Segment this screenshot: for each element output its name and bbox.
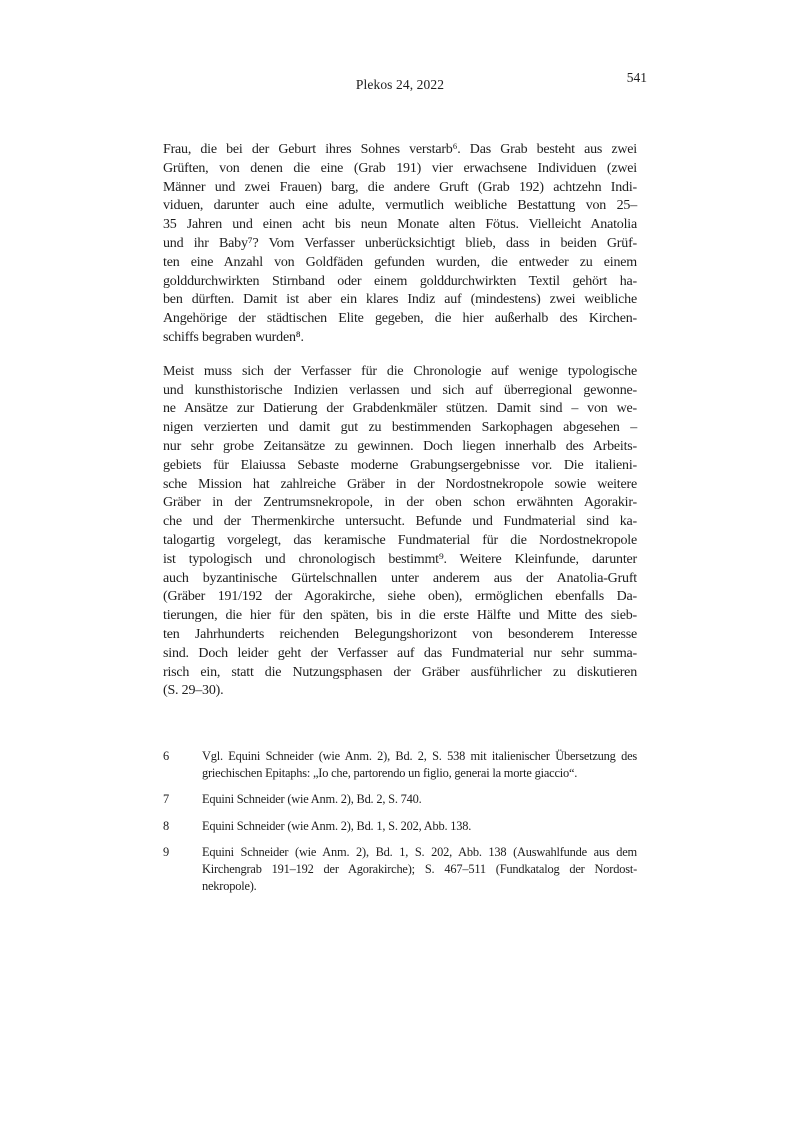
footnote-line: nekropole).	[202, 878, 257, 893]
footnote-text	[202, 844, 637, 894]
footnote	[163, 844, 637, 894]
text-line: sind. Doch leider geht der Verfasser auf das Fundmaterial nur sehr summa-	[163, 645, 637, 661]
text-line: talogartig vorgelegt, das keramische Fundmaterial für die Nordostnekropole	[163, 532, 637, 548]
text-line: nigen verzierten und damit gut zu bestimmenden Sarkophagen abgesehen –	[163, 420, 637, 436]
text-line: und ihr Baby⁷? Vom Verfasser unberücksichtigt blieb, dass in beiden Grüf-	[163, 235, 637, 251]
text-line: Frau, die bei der Geburt ihres Sohnes verstarb⁶. Das Grab besteht aus zwei	[163, 142, 637, 157]
text-line: tierungen, die hier für den späten, bis in die erste Hälfte und Mitte des sieb-	[163, 608, 637, 624]
footnote-line: Equini Schneider (wie Anm. 2), Bd. 1, S. 202, Abb. 138 (Auswahlfunde aus dem	[202, 845, 637, 860]
text-line: ten Jahrhunderts reichenden Belegungshorizont von besonderem Interesse	[163, 626, 637, 642]
text-line: Männer und zwei Frauen) barg, die andere Gruft (Grab 192) achtzehn Indi-	[163, 179, 637, 195]
footnote-line: griechischen Epitaphs: „Io che, partorendo un figlio, generai la morte giaccio“.	[202, 765, 578, 780]
footnote-number: 8	[163, 818, 170, 833]
footnote-line: Vgl. Equini Schneider (wie Anm. 2), Bd. 2, S. 538 mit italienischer Übersetzung des	[202, 749, 637, 763]
footnote	[163, 791, 637, 808]
text-line: Grüften, von denen die eine (Grab 191) vier erwachsene Individuen (zwei	[163, 160, 637, 176]
text-line: viduen, darunter auch eine adulte, vermutlich weibliche Bestattung von 25–	[163, 198, 637, 214]
footnote	[163, 818, 637, 835]
journal-title: Plekos 24, 2022	[355, 77, 445, 92]
text-line: gebiets für Elaiussa Sebaste moderne Grabungsergebnisse vor. Die italieni-	[163, 457, 637, 473]
footnotes	[163, 748, 637, 904]
footnote-line: Equini Schneider (wie Anm. 2), Bd. 1, S. 202, Abb. 138.	[202, 818, 472, 833]
footnote-number: 9	[163, 845, 170, 860]
text-line: sche Mission hat zahlreiche Gräber in der Nordostnekropole sowie weitere	[163, 476, 637, 492]
footnote	[163, 748, 637, 781]
text-line: risch ein, statt die Nutzungsphasen der Gräber ausführlicher zu diskutieren	[163, 664, 637, 680]
text-line: ben dürften. Damit ist aber ein klares Indiz auf (mindestens) zwei weibliche	[163, 292, 637, 308]
paragraph	[163, 363, 637, 701]
text-line: (S. 29–30).	[163, 683, 224, 699]
text-line: che und der Thermenkirche untersucht. Befunde und Fundmaterial sind ka-	[163, 514, 637, 530]
text-line: schiffs begraben wurden⁸.	[163, 329, 304, 345]
text-line: ist typologisch und chronologisch bestimmt⁹. Weitere Kleinfunde, darunter	[163, 551, 637, 567]
footnote-line: Kirchengrab 191–192 der Agorakirche); S. 467–511 (Fundkatalog der Nordost-	[202, 861, 637, 876]
text-line: nur sehr grobe Zeitansätze zu gewinnen. Doch liegen innerhalb des Arbeits-	[163, 438, 637, 454]
text-line: 35 Jahren und einen acht bis neun Monate alten Fötus. Vielleicht Anatolia	[163, 217, 637, 233]
text-line: Meist muss sich der Verfasser für die Chronologie auf wenige typologische	[163, 363, 637, 379]
page-number: 541	[626, 70, 647, 85]
footnote-number: 6	[163, 749, 170, 763]
footnote-number: 7	[163, 792, 170, 807]
text-line: (Gräber 191/192 der Agorakirche, siehe oben), ermöglichen ebenfalls Da-	[163, 589, 637, 605]
text-line: ten eine Anzahl von Goldfäden gefunden wurden, die entweder zu einem	[163, 254, 637, 270]
paragraph	[163, 141, 637, 348]
footnote-text	[202, 818, 637, 835]
footnote-text	[202, 791, 637, 808]
text-line: und kunsthistorische Indizien verlassen und sich auf überregional gewonne-	[163, 382, 637, 398]
text-line: auch byzantinische Gürtelschnallen unter anderem aus der Anatolia-Gruft	[163, 570, 637, 586]
text-line: ne Ansätze zur Datierung der Grabdenkmäler stützen. Damit sind – von we-	[163, 401, 637, 417]
text-line: Angehörige der städtischen Elite gegeben, die hier außerhalb des Kirchen-	[163, 311, 637, 327]
text-line: golddurchwirkten Stirnband oder einem golddurchwirkten Textil gehört ha-	[163, 273, 637, 289]
footnote-text	[202, 748, 637, 781]
text-line: Gräber in der Zentrumsnekropole, in der oben schon erwähnten Agorakir-	[163, 495, 637, 511]
body-text	[163, 141, 637, 716]
footnote-line: Equini Schneider (wie Anm. 2), Bd. 2, S. 740.	[202, 792, 422, 807]
